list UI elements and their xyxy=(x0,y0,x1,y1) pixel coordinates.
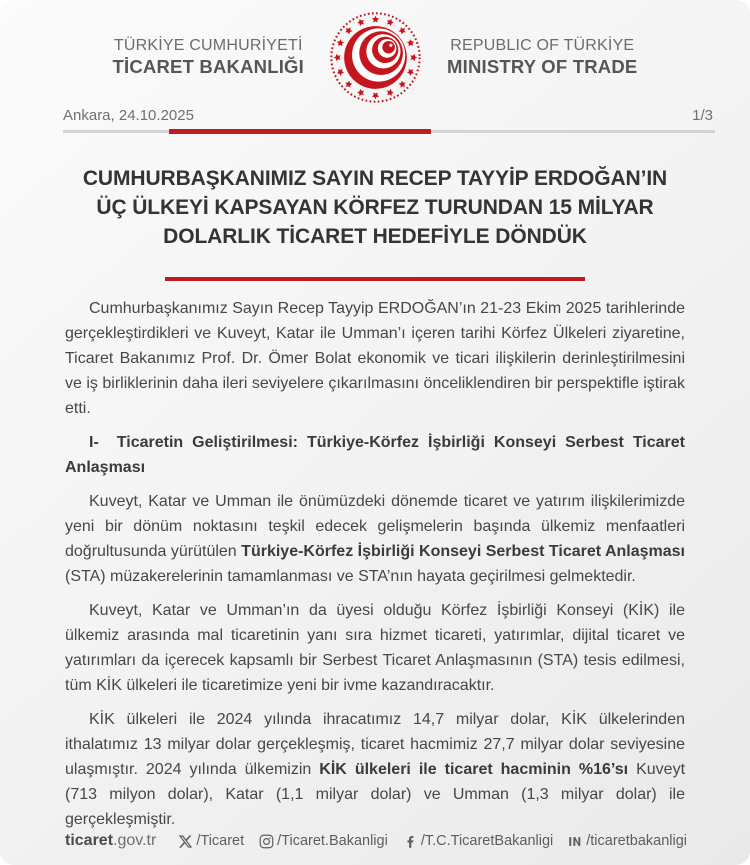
website-rest: .gov.tr xyxy=(113,832,157,849)
text-segment: (STA) müzakerelerinin tamamlanması ve STA’nın hayata geçirilmesi gelmektedir. xyxy=(65,568,636,585)
page-title: CUMHURBAŞKANIMIZ SAYIN RECEP TAYYİP ERDOĞAN’IN ÜÇ ÜLKEYİ KAPSAYAN KÖRFEZ TURUNDAN 15 MİLYAR DOLARLIK TİCARET HEDEFİYLE DÖNDÜK xyxy=(82,167,668,248)
text-segment: I- Ticaretin Geliştirilmesi: Türkiye-Körfez İşbirliği Konseyi Serbest Ticaret Anlaşması xyxy=(65,434,685,476)
text-segment: Türkiye-Körfez İşbirliği Konseyi Serbest Ticaret Anlaşması xyxy=(241,543,685,560)
org-name-turkish xyxy=(113,37,304,78)
body-paragraph xyxy=(65,296,685,421)
x-icon xyxy=(178,834,193,849)
social-handle: /ticaretbakanligi xyxy=(586,833,687,849)
website-bold: ticaret xyxy=(65,832,114,849)
org-right-line2: MINISTRY OF TRADE xyxy=(447,56,638,77)
body-paragraph xyxy=(65,707,685,832)
text-segment: KİK ülkeleri ile 2024 yılında ihracatımız 14,7 milyar dolar, KİK ülkelerinden ithalatımız 13 milyar dolar gerçekleşmiş, ticaret hacmimiz 27,7 milyar dolar seviyesine ulaşmıştır. 2024 yılında ülkemizin xyxy=(65,711,685,778)
body-paragraph xyxy=(65,598,685,698)
social-handle: /T.C.TicaretBakanligi xyxy=(420,833,554,849)
dateline: Ankara, 24.10.2025 xyxy=(63,107,194,124)
social-handle: /Ticaret xyxy=(196,833,245,849)
social-link-facebook[interactable] xyxy=(403,833,553,849)
article xyxy=(65,296,685,832)
section-heading xyxy=(65,430,685,480)
header-rule xyxy=(63,129,715,134)
website-link[interactable] xyxy=(65,832,156,850)
footer xyxy=(65,832,687,850)
social-link-nsosyal[interactable] xyxy=(568,833,687,849)
org-right-line1: REPUBLIC OF TÜRKİYE xyxy=(450,37,635,54)
instagram-icon xyxy=(259,834,274,849)
body-paragraph xyxy=(65,489,685,589)
title-divider xyxy=(165,277,585,281)
ministry-of-trade-emblem-icon xyxy=(328,10,423,105)
social-handle: /Ticaret.Bakanligi xyxy=(277,833,388,849)
text-segment: Kuveyt (713 milyon dolar), Katar (1,1 milyar dolar) ve Umman (1,3 milyar dolar) ile gerçekleşmiştir. xyxy=(65,761,686,828)
text-segment: Kuveyt, Katar ve Umman ile önümüzdeki dönemde ticaret ve yatırım ilişkilerimizde yeni bir dönüm noktasını teşkil edecek gelişmelerin başında ülkemiz menfaatleri doğrultusunda yürütülen xyxy=(65,493,685,560)
text-segment: KİK ülkeleri ile ticaret hacminin %16’sı xyxy=(319,761,629,778)
header-rule-accent xyxy=(169,129,431,134)
social-link-instagram[interactable] xyxy=(259,833,388,849)
text-segment: Kuveyt, Katar ve Umman’ın da üyesi olduğu Körfez İşbirliği Konseyi (KİK) ile ülkemiz arasında mal ticaretinin yanı sıra hizmet ticareti, yatırımlar, dijital ticaret ve yatırımları da içerecek kapsamlı bir Serbest Ticaret Anlaşmasının (STA) tesis edilmesi, tüm KİK ülkeleri ile ticaretimize yeni bir ivme kazandıracaktır. xyxy=(65,602,685,694)
masthead xyxy=(0,0,750,106)
social-link-x[interactable] xyxy=(178,833,244,849)
org-left-line1: TÜRKİYE CUMHURİYETİ xyxy=(113,37,303,54)
org-name-english xyxy=(447,37,637,78)
nsosyal-icon xyxy=(568,834,583,849)
text-segment: Cumhurbaşkanımız Sayın Recep Tayyip ERDOĞAN’ın 21-23 Ekim 2025 tarihlerinde gerçekleştirdikleri ve Kuveyt, Katar ile Umman’ı içeren tarihi Körfez Ülkeleri ziyaretine, Ticaret Bakanımız Prof. Dr. Ömer Bolat ekonomik ve ticari ilişkilerin derinleştirilmesini ve iş birliklerinin daha ileri seviyelere çıkarılmasını önceliklendiren bir perspektifle iştirak etti. xyxy=(65,300,685,417)
social-links xyxy=(178,833,687,849)
page-number: 1/3 xyxy=(692,107,713,124)
dateline-row xyxy=(63,107,713,124)
facebook-icon xyxy=(403,834,418,849)
org-left-line2: TİCARET BAKANLIĞI xyxy=(112,56,304,77)
